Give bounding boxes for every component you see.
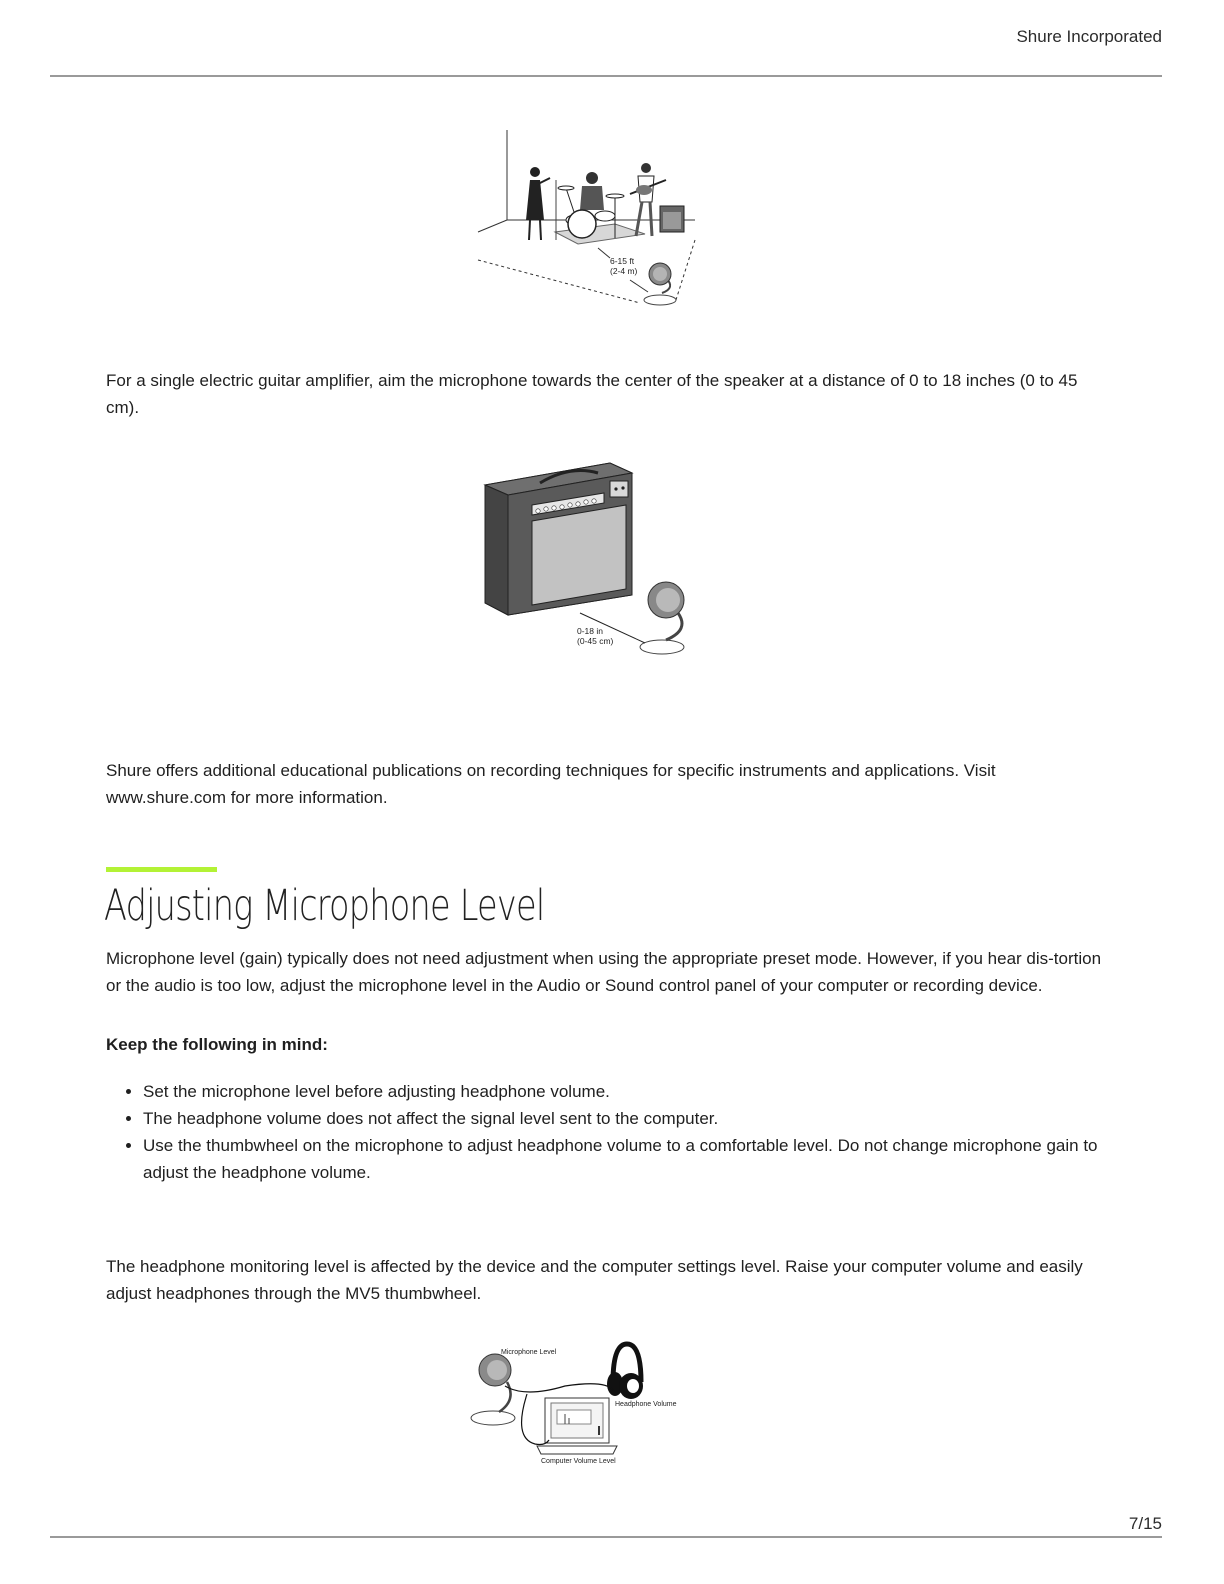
singer-figure bbox=[526, 167, 556, 240]
tips-list bbox=[106, 1078, 1106, 1186]
section-accent-bar bbox=[106, 867, 217, 872]
header-company: Shure Incorporated bbox=[1016, 27, 1162, 46]
laptop-icon bbox=[537, 1398, 617, 1454]
page-number: 7/15 bbox=[1128, 1514, 1162, 1533]
distance-label-in: 0-18 in bbox=[577, 626, 603, 636]
list-item: • Use the thumbwheel on the microphone to adjust headphone volume to a comfortable level. Do not change microphone gain to adjust the headphone volume. bbox=[143, 1132, 1106, 1186]
guitarist-figure bbox=[630, 163, 684, 236]
microphone-icon bbox=[471, 1354, 515, 1425]
headphone-volume-label: Headphone Volume bbox=[615, 1401, 677, 1408]
publications-paragraph: Shure offers additional educational publications on recording techniques for specific instruments and applications. Visit www.shure.com for more information. bbox=[106, 761, 996, 807]
computer-volume-label: Computer Volume Level bbox=[541, 1458, 616, 1465]
list-item: • Set the microphone level before adjusting headphone volume. bbox=[143, 1078, 1106, 1105]
guitar-amp-illustration bbox=[480, 455, 700, 660]
amp-paragraph: For a single electric guitar amplifier, aim the microphone towards the center of the speaker at a distance of 0 to 18 inches (0 to 45 cm). bbox=[106, 371, 1078, 417]
distance-label-ft: 6-15 ft bbox=[610, 256, 635, 266]
monitoring-setup-illustration bbox=[465, 1338, 695, 1468]
list-item: • The headphone volume does not affect the signal level sent to the computer. bbox=[143, 1105, 1106, 1132]
section-title: Adjusting Microphone Level bbox=[104, 881, 545, 931]
footer-divider bbox=[50, 1536, 1162, 1538]
header-divider bbox=[50, 75, 1162, 77]
section-intro: Microphone level (gain) typically does not need adjustment when using the appropriate preset mode. However, if you hear dis-tortion or the audio is too low, adjust the microphone level in the Audio or Sound control panel of your computer or recording device. bbox=[106, 949, 1102, 995]
headphones-icon bbox=[607, 1344, 643, 1399]
keep-in-mind-heading: Keep the following in mind: bbox=[106, 1035, 328, 1054]
monitoring-paragraph: The headphone monitoring level is affected by the device and the computer settings level. Raise your computer volume and easily adjust headphones through the MV5 thumbwheel. bbox=[106, 1257, 1083, 1303]
distance-label-m: (2-4 m) bbox=[610, 266, 638, 276]
mic-level-label: Microphone Level bbox=[501, 1349, 557, 1356]
band-room-illustration bbox=[470, 128, 710, 313]
amplifier-icon bbox=[485, 463, 632, 615]
distance-label-cm: (0-45 cm) bbox=[577, 636, 614, 646]
